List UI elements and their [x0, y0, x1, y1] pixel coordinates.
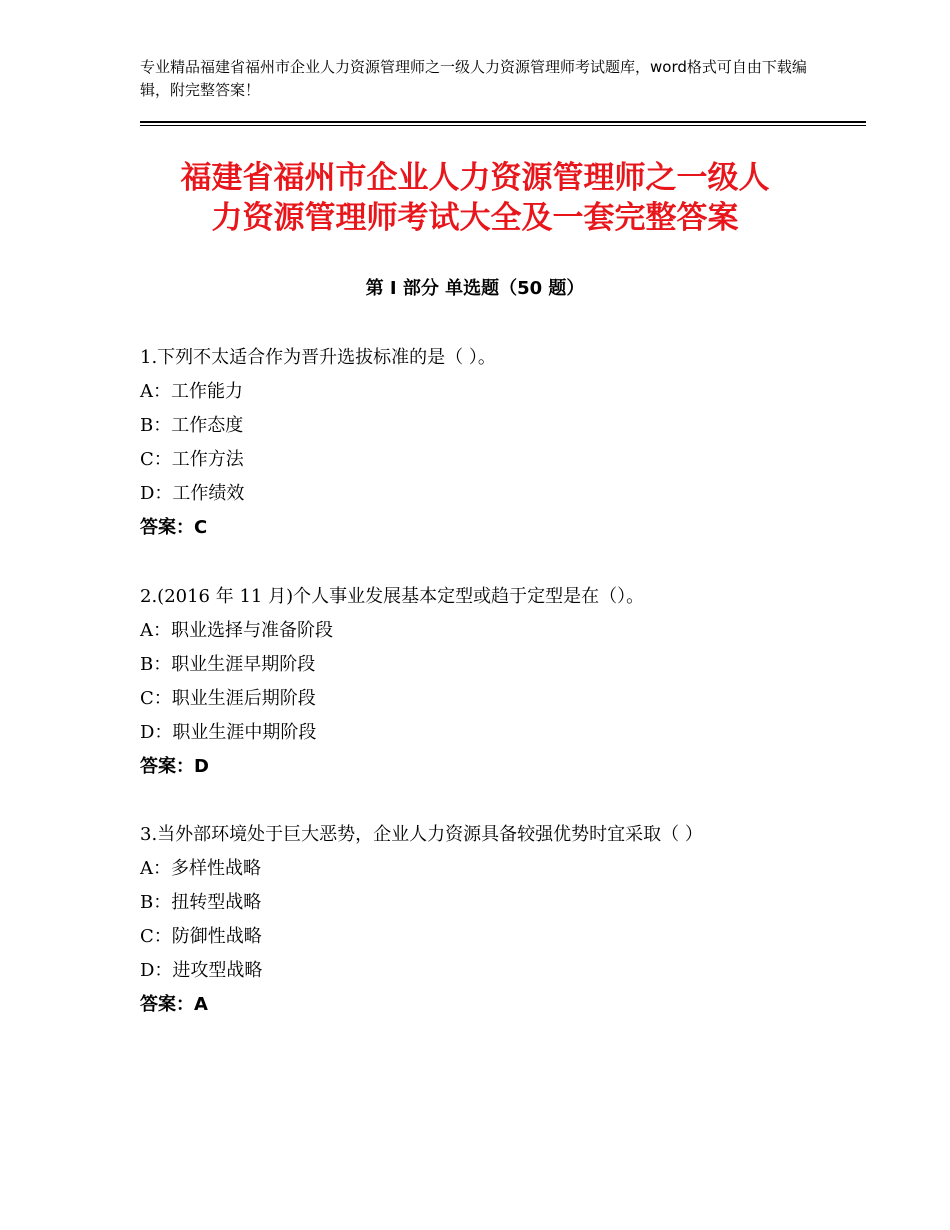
option-d: D：工作绩效: [140, 483, 245, 504]
question-2: [140, 580, 830, 784]
answer: 答案：A: [140, 994, 208, 1015]
option-c: C：职业生涯后期阶段: [140, 688, 316, 709]
option-c: C：工作方法: [140, 449, 244, 470]
option-d: D：进攻型战略: [140, 960, 263, 981]
question-text: 2.(2016 年 11 月)个人事业发展基本定型或趋于定型是在（）。: [140, 586, 645, 607]
question-1: [140, 341, 830, 545]
option-a: A：多样性战略: [140, 858, 261, 879]
option-a: A：工作能力: [140, 381, 243, 402]
option-b: B：职业生涯早期阶段: [140, 654, 316, 675]
question-text: 3.当外部环境处于巨大恶势，企业人力资源具备较强优势时宜采取（ ）: [140, 824, 703, 845]
option-b: B：扭转型战略: [140, 892, 262, 913]
option-d: D：职业生涯中期阶段: [140, 722, 317, 743]
answer: 答案：C: [140, 517, 208, 538]
question-text: 1.下列不太适合作为晋升选拔标准的是（ ）。: [140, 347, 496, 368]
header-note: 专业精品福建省福州市企业人力资源管理师之一级人力资源管理师考试题库，word格式可自由下载编辑，附完整答案！: [140, 58, 807, 99]
header-divider-thick: [140, 121, 866, 123]
option-c: C：防御性战略: [140, 926, 262, 947]
option-b: B：工作态度: [140, 415, 244, 436]
document-title: [140, 158, 810, 238]
header-divider-thin: [140, 125, 866, 126]
title-line-1: 福建省福州市企业人力资源管理师之一级人: [180, 160, 770, 196]
section-heading: 第 I 部分 单选题（50 题）: [365, 278, 585, 299]
title-line-2: 力资源管理师考试大全及一套完整答案: [211, 200, 739, 236]
question-3: [140, 818, 830, 1022]
answer: 答案：D: [140, 756, 209, 777]
option-a: A：职业选择与准备阶段: [140, 620, 333, 641]
